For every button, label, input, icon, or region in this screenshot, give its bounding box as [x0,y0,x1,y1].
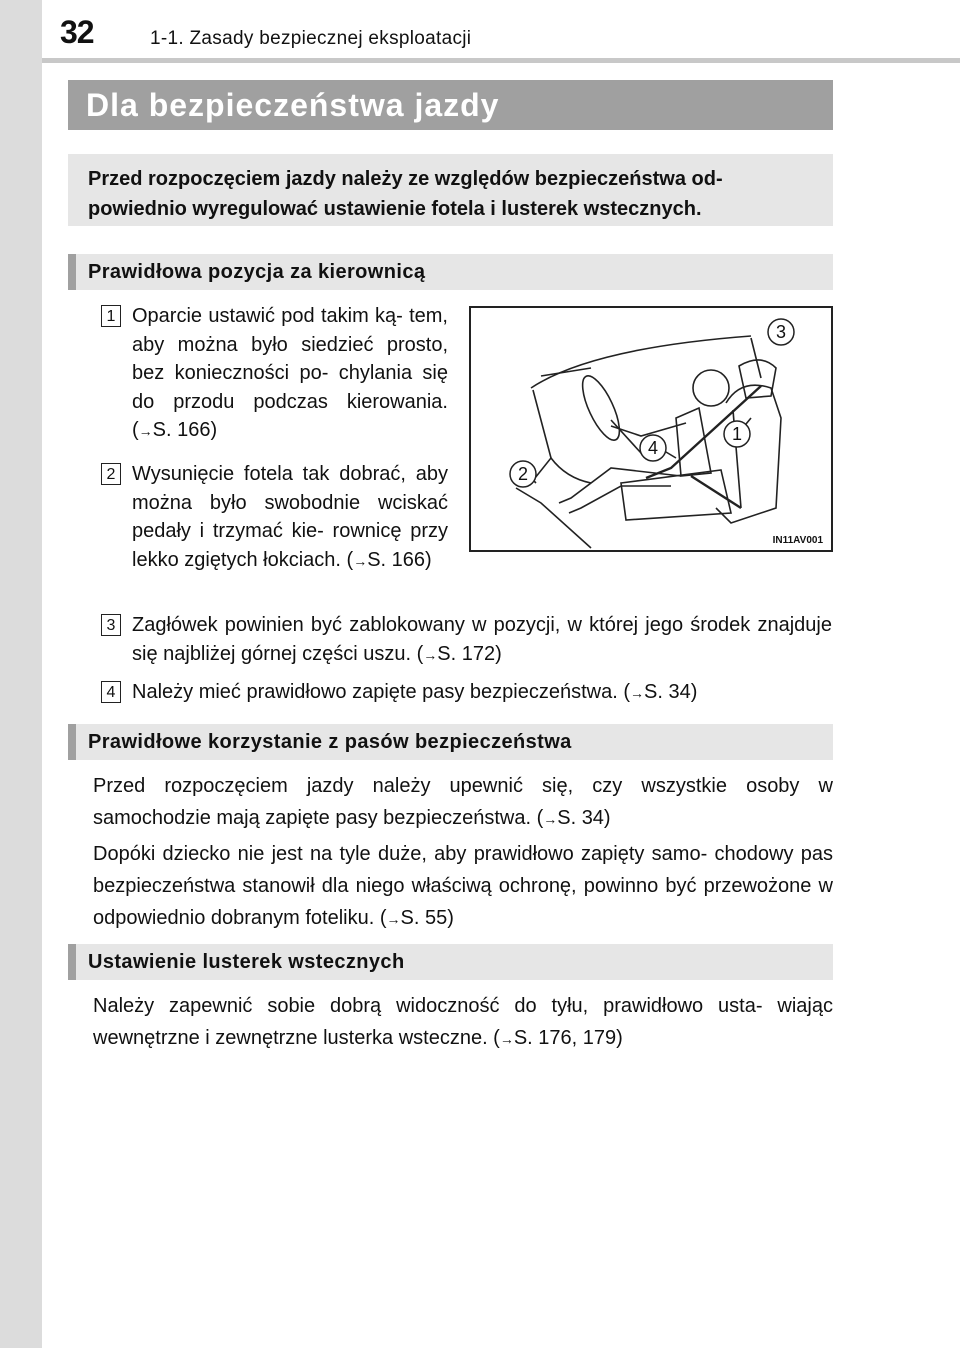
figure-code: IN11AV001 [772,535,823,546]
page-reference[interactable]: S. 166) [367,548,432,571]
callout-4: 4 [647,438,659,458]
paragraph-text: Należy zapewnić sobie dobrą widoczność do tyłu, prawidłowo usta- wiając wewnętrzne i zewnętrzne lusterka wsteczne. ( [93,995,833,1049]
page-reference[interactable]: S. 166) [152,419,218,441]
paragraph [93,838,833,935]
page-number: 32 [60,14,94,50]
intro-box: Przed rozpoczęciem jazdy należy ze względów bezpieczeństwa od- powiednio wyregulować ustawienie fotela i lusterek wstecznych. [68,154,833,226]
paragraph-text: Dopóki dziecko nie jest na tyle duże, aby prawidłowo zapięty samo- chodowy pas bezpieczeństwa stanowił dla niego właściwą ochronę, powinno być przewożone w odpowiednio dobranym foteliku. ( [93,843,833,929]
item-text: Wysunięcie fotela tak dobrać, aby można było swobodnie wciskać pedały i trzymać kie- rownicę przy lekko zgiętych łokciach. ( [132,463,448,571]
arrow-icon: → [353,552,368,569]
paragraph [93,770,833,835]
page-reference[interactable]: S. 172) [437,642,502,665]
list-item [132,460,448,575]
item-number-badge: 4 [101,681,121,703]
arrow-icon: → [386,911,401,927]
list-item [132,302,448,446]
paragraph [93,990,833,1055]
page-reference[interactable]: S. 55) [400,907,454,929]
list-item [132,611,832,669]
page-title: Dla bezpieczeństwa jazdy [86,86,500,123]
item-text: Zagłówek powinien być zablokowany w pozycji, w której jego środek znajduje się najbliżej górnej części uszu. ( [132,614,832,665]
arrow-icon: → [138,423,153,439]
callout-3: 3 [775,322,787,342]
page-reference[interactable]: S. 34) [557,807,611,829]
list-item [132,678,832,708]
item-number-badge: 3 [101,614,121,636]
item-number-badge: 1 [101,305,121,327]
item-text: Należy mieć prawidłowo zapięte pasy bezpieczeństwa. ( [132,681,631,703]
arrow-icon: → [630,685,645,701]
arrow-icon: → [543,811,558,827]
section-heading-driving-position: Prawidłowa pozycja za kierownicą [68,254,833,290]
section-heading-mirrors: Ustawienie lusterek wstecznych [68,944,833,980]
header-rule [42,58,960,63]
callout-1: 1 [731,424,743,444]
arrow-icon: → [423,646,438,663]
page-margin-strip [0,0,42,1348]
arrow-icon: → [499,1031,514,1047]
item-text: Oparcie ustawić pod takim ką- tem, aby można było siedzieć prosto, bez konieczności po- chylania się do przodu podczas kierowania. ( [132,305,448,441]
item-number-badge: 2 [101,463,121,485]
callout-2: 2 [517,464,529,484]
seated-driver-illustration [471,308,831,550]
section-path: 1-1. Zasady bezpiecznej eksploatacji [150,28,472,49]
paragraph-text: Przed rozpoczęciem jazdy należy upewnić się, czy wszystkie osoby w samochodzie mają zapięte pasy bezpieczeństwa. ( [93,775,833,829]
page-title-bar [68,80,833,130]
page-reference[interactable]: S. 34) [644,681,698,703]
page-reference[interactable]: S. 176, 179) [513,1027,623,1049]
section-heading-seatbelts: Prawidłowe korzystanie z pasów bezpieczeństwa [68,724,833,760]
driving-position-figure [469,306,833,552]
